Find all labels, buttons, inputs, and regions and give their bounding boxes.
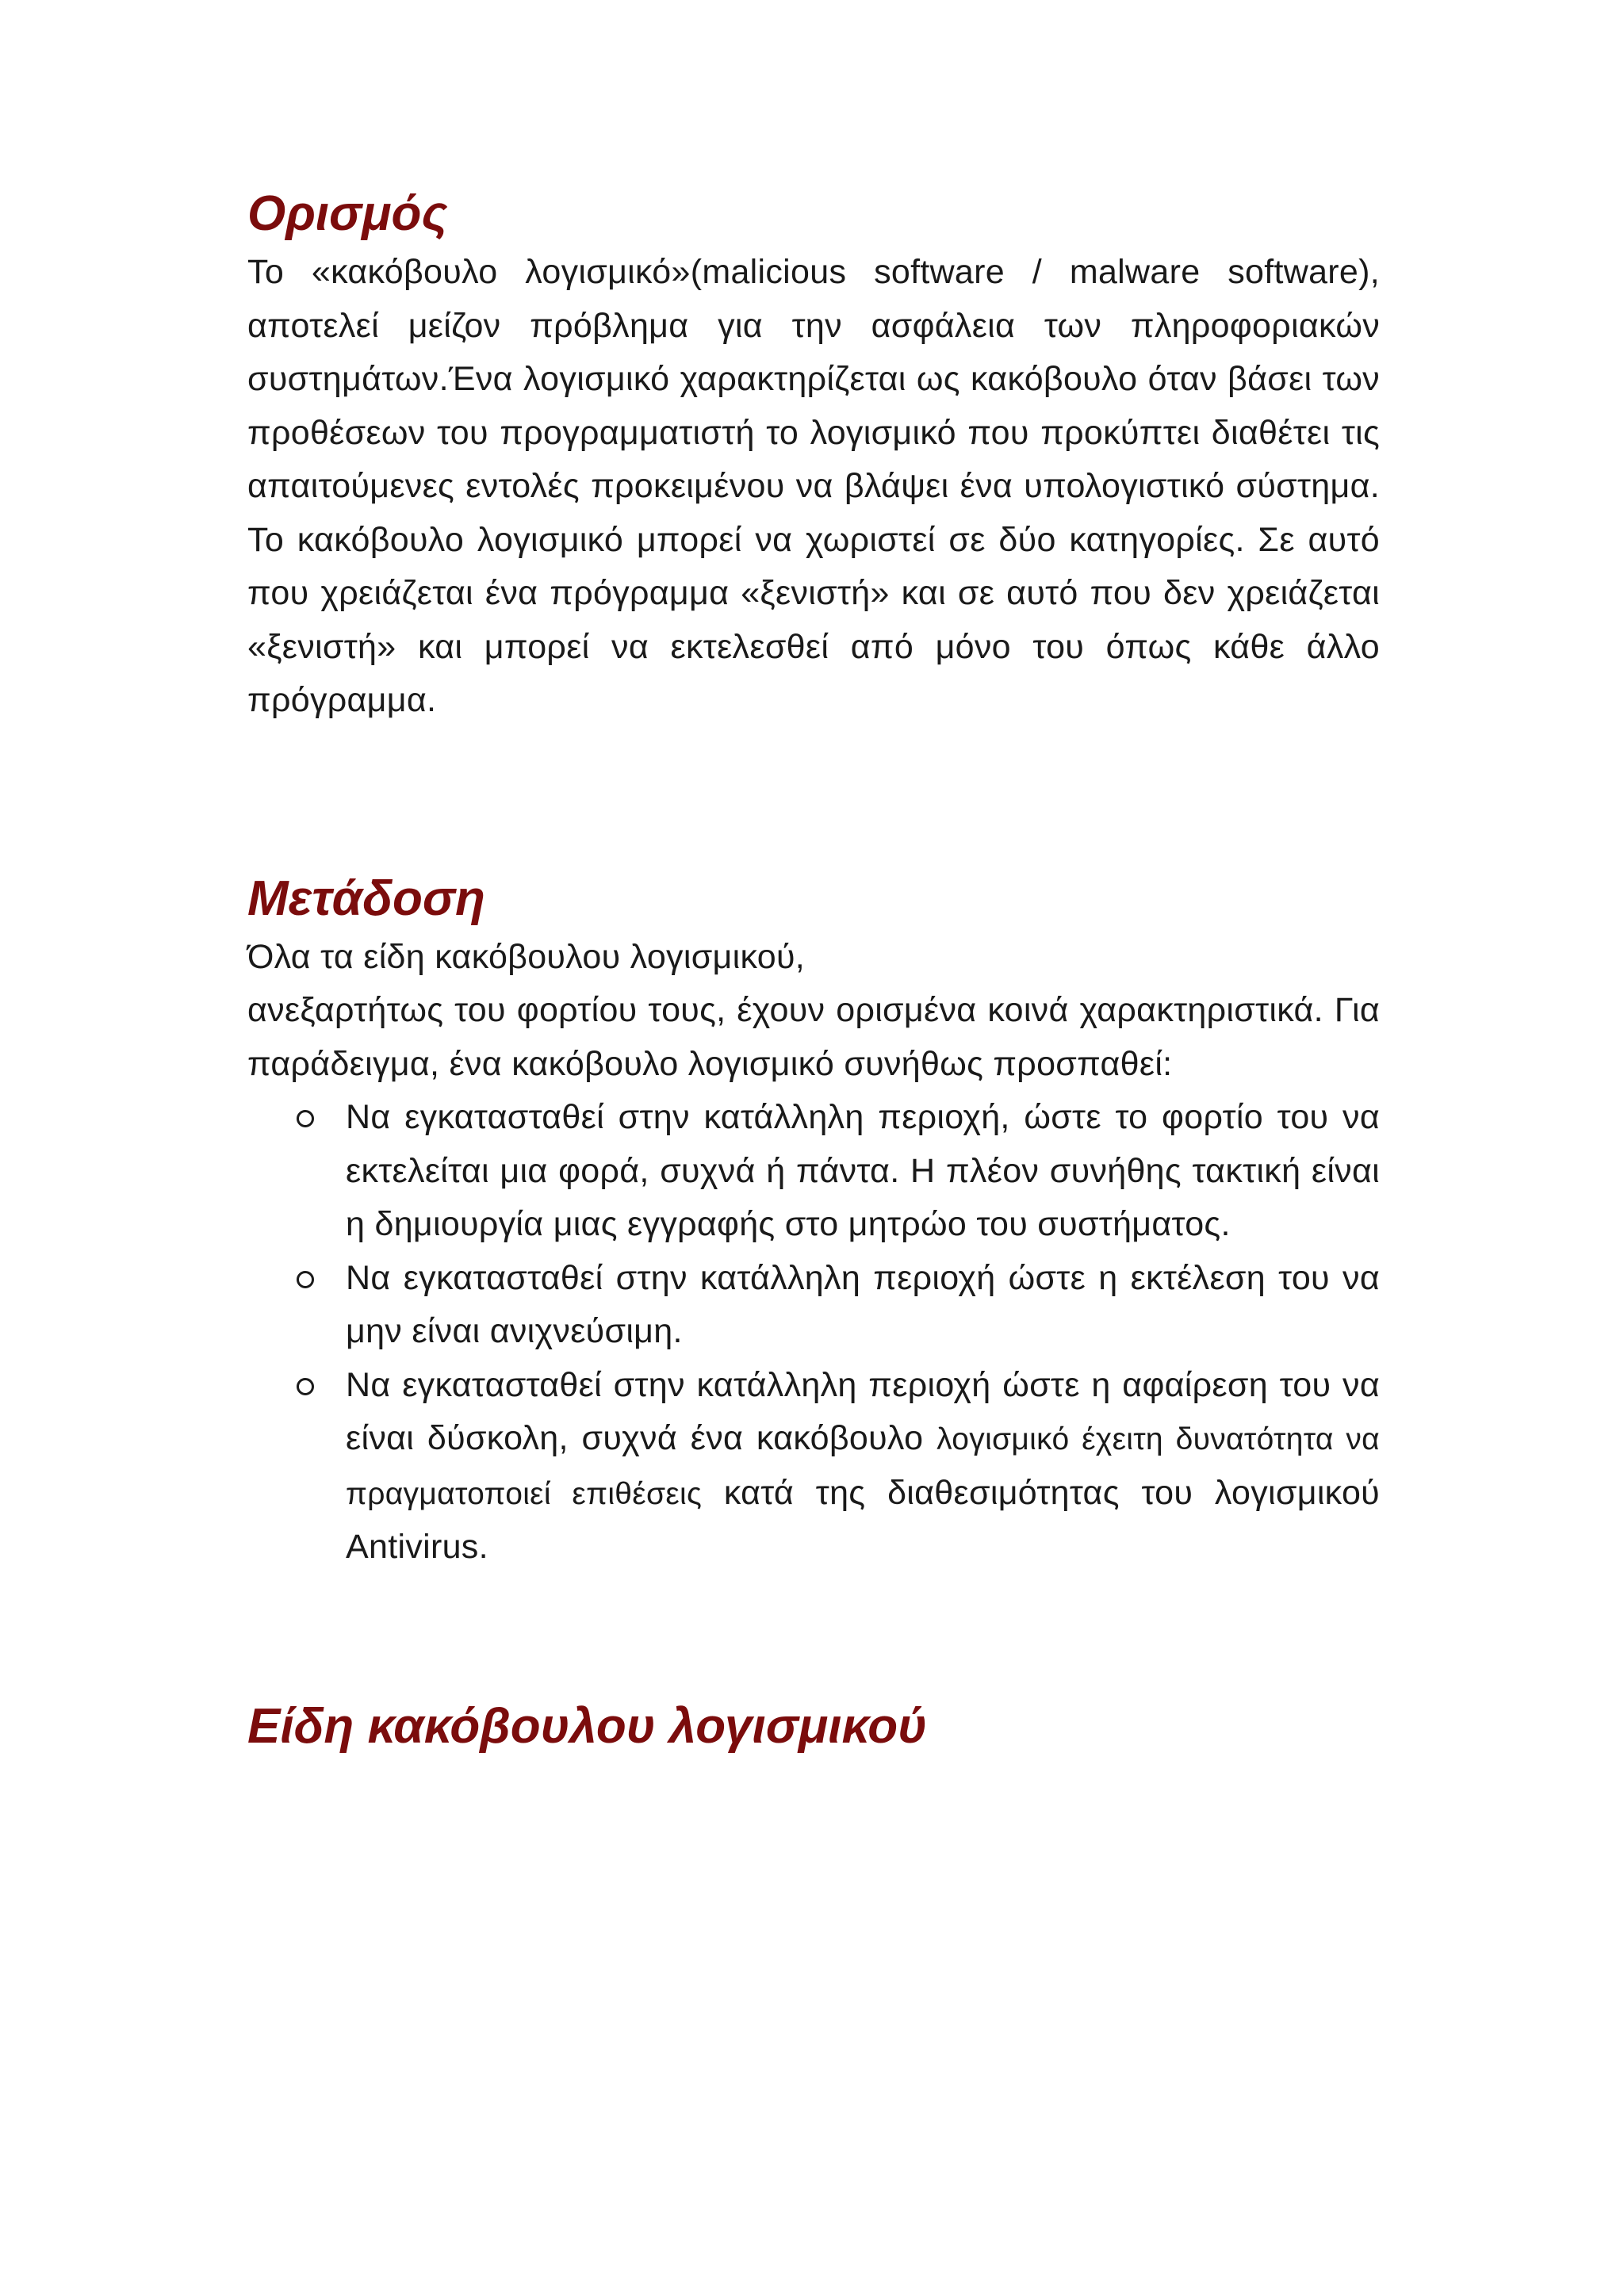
list-item <box>247 1359 1380 1575</box>
paragraph-definition: Το «κακόβουλο λογισμικό»(malicious software / malware software), αποτελεί μείζον πρόβλημα για την ασφάλεια των πληροφοριακών συστημάτων.Ένα λογισμικό χαρακτηρίζεται ως κακόβουλο όταν βάσει των προθέσεων του προγραμματιστή το λογισμικό που προκύπτει διαθέτει τις απαιτούμενες εντολές προκειμένου να βλάψει ένα υπολογιστικό σύστημα. Το κακόβουλο λογισμικό μπορεί να χωριστεί σε δύο κατηγορίες. Σε αυτό που χρειάζεται ένα πρόγραμμα «ξενιστή» και σε αυτό που δεν χρειάζεται «ξενιστή» και μπορεί να εκτελεσθεί από μόνο του όπως κάθε άλλο πρόγραμμα. <box>247 253 1380 719</box>
list-item-text: Να εγκατασταθεί στην κατάλληλη περιοχή ώστε η αφαίρεση του να είναι δύσκολη, συχνά ένα κακόβουλο <box>346 1365 1380 1457</box>
heading-definition: Ορισμός <box>247 186 448 241</box>
hollow-circle-bullet-icon <box>297 1110 314 1127</box>
paragraph-transmission-intro-line: Όλα τα είδη κακόβουλου λογισμικού, <box>247 937 806 976</box>
heading-transmission: Μετάδοση <box>247 871 485 926</box>
list-item <box>247 1252 1380 1359</box>
document-content <box>247 182 1380 1758</box>
hollow-circle-bullet-icon <box>297 1271 314 1288</box>
list-item-text: Να εγκατασταθεί στην κατάλληλη περιοχή ώστε η εκτέλεση του να μην είναι ανιχνεύσιμη. <box>346 1258 1380 1350</box>
list-item-text-small: λογισμικό έχειτη δυνατότητα να πραγματοποιεί επιθέσεις <box>346 1422 1381 1511</box>
hollow-circle-bullet-icon <box>297 1378 314 1395</box>
list-item <box>247 1091 1380 1252</box>
section-spacer <box>247 1575 1380 1695</box>
section-spacer <box>247 728 1380 867</box>
list-item-text: κατά της διαθεσιμότητας του λογισμικού Antivirus. <box>346 1473 1380 1566</box>
paragraph-transmission-intro: ανεξαρτήτως του φορτίου τους, έχουν ορισμένα κοινά χαρακτηριστικά. Για παράδειγμα, ένα κακόβουλο λογισμικό συνήθως προσπαθεί: <box>247 991 1380 1083</box>
heading-malware-types: Είδη κακόβουλου λογισμικού <box>247 1698 927 1754</box>
list-item-text: Να εγκατασταθεί στην κατάλληλη περιοχή, ώστε το φορτίο του να εκτελείται μια φορά, συχνά ή πάντα. Η πλέον συνήθης τακτική είναι η δημιουργία μιας εγγραφής στο μητρώο του συστήματος. <box>346 1098 1380 1243</box>
bullet-list <box>247 1091 1380 1575</box>
